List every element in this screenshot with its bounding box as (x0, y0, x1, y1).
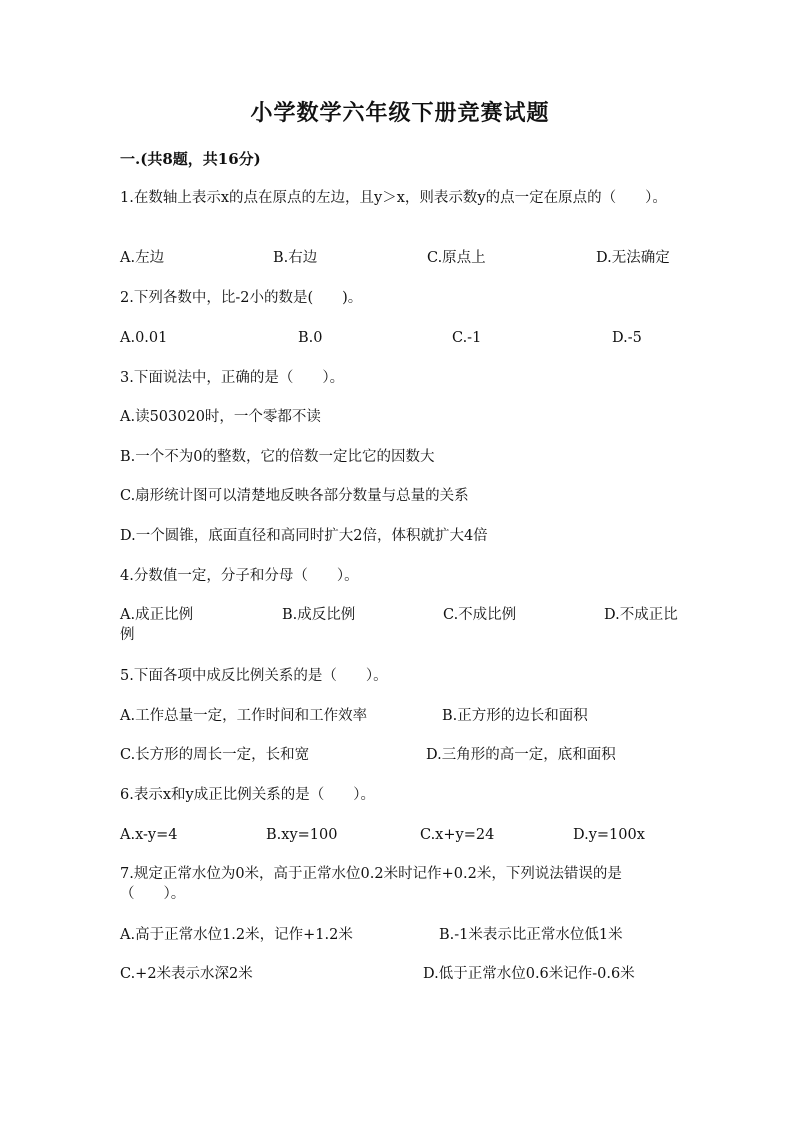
question-3-option-b: B.一个不为0的整数，它的倍数一定比它的因数大 (120, 449, 435, 465)
question-6-option-c: C.x+y=24 (420, 827, 495, 843)
question-4-stem: 4.分数值一定，分子和分母（ ）。 (120, 568, 359, 584)
question-1-stem: 1.在数轴上表示x的点在原点的左边，且y＞x，则表示数y的点一定在原点的（ ）。 (120, 190, 667, 206)
question-5-option-d: D.三角形的高一定，底和面积 (426, 747, 616, 763)
question-7-option-c: C.+2米表示水深2米 (120, 966, 253, 982)
question-7-stem: 7.规定正常水位为0米，高于正常水位0.2米时记作+0.2米，下列说法错误的是（ ）。 (120, 866, 622, 902)
question-5-stem: 5.下面各项中成反比例关系的是（ ）。 (120, 668, 388, 684)
section-header: 一.(共8题，共16分) (120, 150, 261, 168)
question-3-option-c: C.扇形统计图可以清楚地反映各部分数量与总量的关系 (120, 488, 469, 504)
question-3-stem: 3.下面说法中，正确的是（ ）。 (120, 370, 345, 386)
question-6-option-a: A.x-y=4 (120, 827, 178, 843)
question-2-option-c: C.-1 (452, 330, 482, 346)
exam-title: 小学数学六年级下册竞赛试题 (250, 100, 550, 126)
question-6-option-b: B.xy=100 (266, 827, 338, 843)
question-5-option-a: A.工作总量一定，工作时间和工作效率 (120, 708, 368, 724)
question-4-option-c: C.不成比例 (443, 607, 517, 623)
question-2-stem: 2.下列各数中，比-2小的数是( )。 (120, 290, 363, 306)
question-6-stem: 6.表示x和y成正比例关系的是（ ）。 (120, 787, 375, 803)
question-4-option-a: A.成正比例 (120, 607, 194, 623)
question-1-option-a: A.左边 (120, 250, 165, 266)
question-2-option-a: A.0.01 (120, 330, 168, 346)
question-6-option-d: D.y=100x (573, 827, 645, 843)
question-1-option-b: B.右边 (273, 250, 318, 266)
question-3-option-a: A.读503020时，一个零都不读 (120, 409, 321, 425)
question-5-option-c: C.长方形的周长一定，长和宽 (120, 747, 310, 763)
question-2-option-b: B.0 (298, 330, 323, 346)
question-3-option-d: D.一个圆锥，底面直径和高同时扩大2倍，体积就扩大4倍 (120, 528, 488, 544)
question-1-option-d: D.无法确定 (596, 250, 670, 266)
question-7-option-b: B.-1米表示比正常水位低1米 (439, 927, 623, 943)
question-7-option-d: D.低于正常水位0.6米记作-0.6米 (423, 966, 635, 982)
question-4-option-d: D.不成正比例 (120, 607, 678, 643)
question-2-option-d: D.-5 (612, 330, 642, 346)
question-5-option-b: B.正方形的边长和面积 (442, 708, 588, 724)
question-4-option-b: B.成反比例 (282, 607, 356, 623)
question-7-option-a: A.高于正常水位1.2米，记作+1.2米 (120, 927, 353, 943)
question-1-option-c: C.原点上 (427, 250, 486, 266)
